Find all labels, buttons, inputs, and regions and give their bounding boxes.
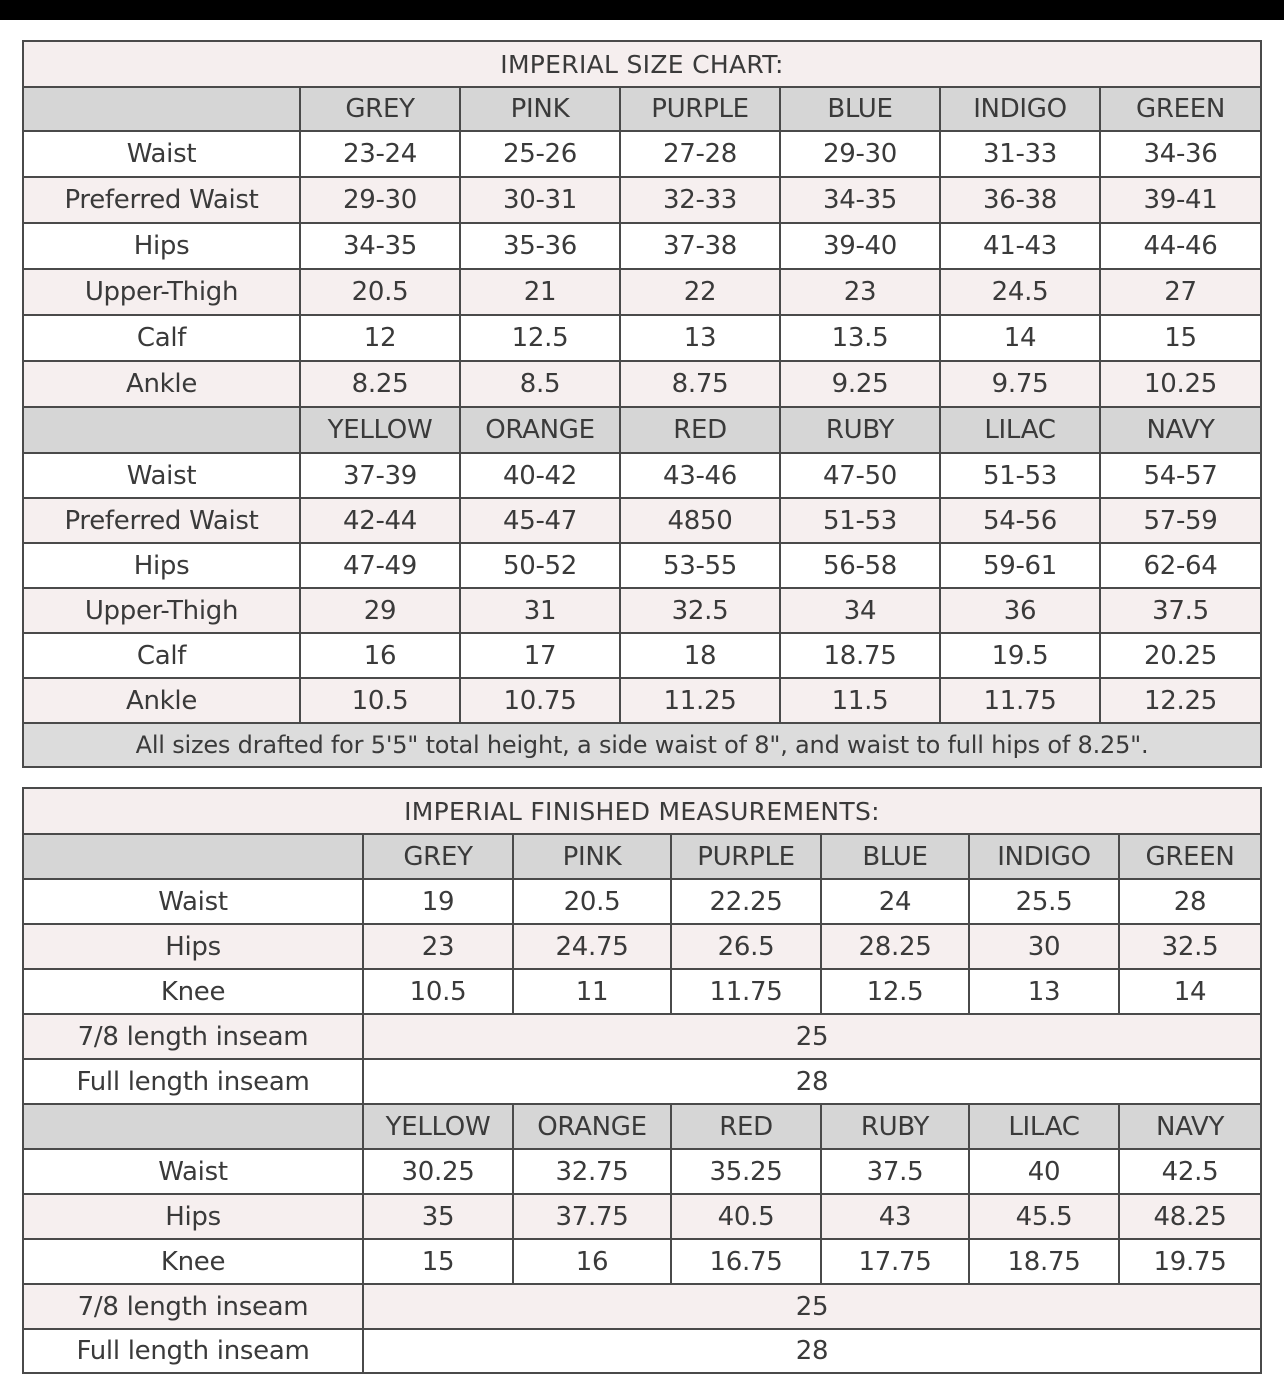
cell-value: 14	[1119, 969, 1261, 1014]
cell-value: 8.25	[300, 361, 460, 407]
row-label: 7/8 length inseam	[23, 1014, 363, 1059]
header-blank-cell	[23, 407, 300, 453]
cell-value: 37-39	[300, 453, 460, 498]
row-label: Calf	[23, 315, 300, 361]
cell-value: 8.5	[460, 361, 620, 407]
cell-value: 23	[780, 269, 940, 315]
cell-value: 4850	[620, 498, 780, 543]
cell-value: 12.25	[1100, 678, 1261, 723]
table-row	[23, 1194, 1261, 1239]
table-row	[23, 1284, 1261, 1329]
table-row	[23, 924, 1261, 969]
size-header: RUBY	[821, 1104, 969, 1149]
row-label: Waist	[23, 131, 300, 177]
table-row	[23, 588, 1261, 633]
cell-value: 13.5	[780, 315, 940, 361]
row-label: 7/8 length inseam	[23, 1284, 363, 1329]
table-row	[23, 269, 1261, 315]
row-label: Hips	[23, 543, 300, 588]
cell-value: 12.5	[821, 969, 969, 1014]
cell-value: 11.75	[671, 969, 821, 1014]
row-label: Upper-Thigh	[23, 269, 300, 315]
cell-value: 10.5	[300, 678, 460, 723]
cell-value: 34-36	[1100, 131, 1261, 177]
cell-value: 12.5	[460, 315, 620, 361]
footnote: All sizes drafted for 5'5" total height, a side waist of 8", and waist to full hips of 8.25".	[23, 723, 1261, 767]
cell-value: 30.25	[363, 1149, 513, 1194]
table-row	[23, 453, 1261, 498]
table-row	[23, 678, 1261, 723]
cell-value: 22.25	[671, 879, 821, 924]
size-header: YELLOW	[363, 1104, 513, 1149]
cell-value: 25-26	[460, 131, 620, 177]
cell-value: 37.5	[821, 1149, 969, 1194]
cell-value: 32.75	[513, 1149, 671, 1194]
cell-value: 35-36	[460, 223, 620, 269]
cell-value: 28.25	[821, 924, 969, 969]
cell-value: 42.5	[1119, 1149, 1261, 1194]
row-label: Ankle	[23, 361, 300, 407]
size-header: PURPLE	[671, 834, 821, 879]
cell-value: 40	[969, 1149, 1119, 1194]
cell-value: 20.25	[1100, 633, 1261, 678]
cell-value: 18	[620, 633, 780, 678]
cell-value: 34	[780, 588, 940, 633]
cell-value: 50-52	[460, 543, 620, 588]
header-blank-cell	[23, 1104, 363, 1149]
cell-value: 11.75	[940, 678, 1100, 723]
cell-value: 31	[460, 588, 620, 633]
cell-value: 47-50	[780, 453, 940, 498]
cell-value: 18.75	[780, 633, 940, 678]
cell-value: 26.5	[671, 924, 821, 969]
cell-value: 27-28	[620, 131, 780, 177]
cell-value: 23	[363, 924, 513, 969]
cell-value: 23-24	[300, 131, 460, 177]
size-header: GREY	[300, 87, 460, 131]
imperial-size-chart-table	[22, 40, 1262, 768]
cell-value: 32.5	[1119, 924, 1261, 969]
table-row	[23, 315, 1261, 361]
cell-value: 10.75	[460, 678, 620, 723]
cell-value: 31-33	[940, 131, 1100, 177]
top-black-bar	[0, 0, 1284, 20]
size-header: NAVY	[1119, 1104, 1261, 1149]
cell-value: 43-46	[620, 453, 780, 498]
cell-value: 59-61	[940, 543, 1100, 588]
cell-value: 40-42	[460, 453, 620, 498]
size-header-row	[23, 407, 1261, 453]
cell-value: 14	[940, 315, 1100, 361]
cell-value: 28	[1119, 879, 1261, 924]
size-header: GREEN	[1100, 87, 1261, 131]
row-label: Full length inseam	[23, 1059, 363, 1104]
cell-value: 9.25	[780, 361, 940, 407]
cell-value: 11.25	[620, 678, 780, 723]
cell-value: 9.75	[940, 361, 1100, 407]
size-header: RED	[620, 407, 780, 453]
cell-value: 20.5	[300, 269, 460, 315]
cell-value: 37.5	[1100, 588, 1261, 633]
row-label: Waist	[23, 453, 300, 498]
size-header: ORANGE	[513, 1104, 671, 1149]
cell-value: 15	[1100, 315, 1261, 361]
cell-value: 16	[300, 633, 460, 678]
cell-value: 17	[460, 633, 620, 678]
cell-value: 45-47	[460, 498, 620, 543]
cell-value: 35	[363, 1194, 513, 1239]
cell-value: 56-58	[780, 543, 940, 588]
row-label: Waist	[23, 1149, 363, 1194]
size-header: INDIGO	[940, 87, 1100, 131]
cell-value: 34-35	[780, 177, 940, 223]
cell-value: 20.5	[513, 879, 671, 924]
cell-value: 11	[513, 969, 671, 1014]
cell-value: 13	[969, 969, 1119, 1014]
cell-value: 48.25	[1119, 1194, 1261, 1239]
size-header: BLUE	[780, 87, 940, 131]
cell-value: 19.5	[940, 633, 1100, 678]
row-label: Full length inseam	[23, 1329, 363, 1373]
size-header: INDIGO	[969, 834, 1119, 879]
row-label: Ankle	[23, 678, 300, 723]
cell-value: 30	[969, 924, 1119, 969]
cell-value: 34-35	[300, 223, 460, 269]
table-row	[23, 1329, 1261, 1373]
cell-value: 19.75	[1119, 1239, 1261, 1284]
cell-value: 40.5	[671, 1194, 821, 1239]
header-blank-cell	[23, 87, 300, 131]
table-row	[23, 1014, 1261, 1059]
cell-value: 18.75	[969, 1239, 1119, 1284]
size-header: PURPLE	[620, 87, 780, 131]
cell-value: 36-38	[940, 177, 1100, 223]
cell-value: 47-49	[300, 543, 460, 588]
cell-value: 28	[363, 1059, 1261, 1104]
row-label: Knee	[23, 1239, 363, 1284]
cell-value: 13	[620, 315, 780, 361]
row-label: Preferred Waist	[23, 177, 300, 223]
table-row	[23, 1059, 1261, 1104]
cell-value: 43	[821, 1194, 969, 1239]
table-row	[23, 879, 1261, 924]
cell-value: 11.5	[780, 678, 940, 723]
cell-value: 54-56	[940, 498, 1100, 543]
cell-value: 22	[620, 269, 780, 315]
cell-value: 44-46	[1100, 223, 1261, 269]
cell-value: 62-64	[1100, 543, 1261, 588]
cell-value: 53-55	[620, 543, 780, 588]
cell-value: 51-53	[940, 453, 1100, 498]
cell-value: 27	[1100, 269, 1261, 315]
table-row	[23, 131, 1261, 177]
table-row	[23, 498, 1261, 543]
cell-value: 30-31	[460, 177, 620, 223]
size-header: PINK	[513, 834, 671, 879]
size-header: RUBY	[780, 407, 940, 453]
row-label: Hips	[23, 223, 300, 269]
cell-value: 16	[513, 1239, 671, 1284]
size-header-row	[23, 1104, 1261, 1149]
size-header: GREY	[363, 834, 513, 879]
size-header: LILAC	[940, 407, 1100, 453]
row-label: Calf	[23, 633, 300, 678]
cell-value: 36	[940, 588, 1100, 633]
cell-value: 12	[300, 315, 460, 361]
cell-value: 45.5	[969, 1194, 1119, 1239]
table-row	[23, 223, 1261, 269]
size-header: BLUE	[821, 834, 969, 879]
row-label: Hips	[23, 1194, 363, 1239]
cell-value: 25.5	[969, 879, 1119, 924]
cell-value: 41-43	[940, 223, 1100, 269]
cell-value: 29	[300, 588, 460, 633]
size-header: PINK	[460, 87, 620, 131]
size-header: ORANGE	[460, 407, 620, 453]
cell-value: 35.25	[671, 1149, 821, 1194]
cell-value: 19	[363, 879, 513, 924]
table-row	[23, 1149, 1261, 1194]
imperial-finished-measurements-table	[22, 787, 1262, 1374]
cell-value: 32.5	[620, 588, 780, 633]
cell-value: 39-41	[1100, 177, 1261, 223]
cell-value: 21	[460, 269, 620, 315]
finished-title: IMPERIAL FINISHED MEASUREMENTS:	[23, 788, 1261, 834]
size-chart-title: IMPERIAL SIZE CHART:	[23, 41, 1261, 87]
size-header: GREEN	[1119, 834, 1261, 879]
cell-value: 24.5	[940, 269, 1100, 315]
cell-value: 8.75	[620, 361, 780, 407]
row-label: Upper-Thigh	[23, 588, 300, 633]
cell-value: 10.5	[363, 969, 513, 1014]
cell-value: 28	[363, 1329, 1261, 1373]
row-label: Waist	[23, 879, 363, 924]
cell-value: 10.25	[1100, 361, 1261, 407]
row-label: Hips	[23, 924, 363, 969]
size-header: YELLOW	[300, 407, 460, 453]
cell-value: 57-59	[1100, 498, 1261, 543]
cell-value: 37-38	[620, 223, 780, 269]
cell-value: 16.75	[671, 1239, 821, 1284]
cell-value: 54-57	[1100, 453, 1261, 498]
cell-value: 29-30	[780, 131, 940, 177]
row-label: Knee	[23, 969, 363, 1014]
table-row	[23, 543, 1261, 588]
cell-value: 24.75	[513, 924, 671, 969]
table-row	[23, 633, 1261, 678]
cell-value: 24	[821, 879, 969, 924]
cell-value: 32-33	[620, 177, 780, 223]
size-header: NAVY	[1100, 407, 1261, 453]
size-header: RED	[671, 1104, 821, 1149]
table-row	[23, 361, 1261, 407]
size-header-row	[23, 87, 1261, 131]
table-row	[23, 969, 1261, 1014]
cell-value: 37.75	[513, 1194, 671, 1239]
cell-value: 17.75	[821, 1239, 969, 1284]
header-blank-cell	[23, 834, 363, 879]
cell-value: 39-40	[780, 223, 940, 269]
table-row	[23, 177, 1261, 223]
cell-value: 15	[363, 1239, 513, 1284]
cell-value: 25	[363, 1284, 1261, 1329]
cell-value: 42-44	[300, 498, 460, 543]
cell-value: 25	[363, 1014, 1261, 1059]
table-row	[23, 1239, 1261, 1284]
size-header-row	[23, 834, 1261, 879]
cell-value: 51-53	[780, 498, 940, 543]
row-label: Preferred Waist	[23, 498, 300, 543]
size-header: LILAC	[969, 1104, 1119, 1149]
cell-value: 29-30	[300, 177, 460, 223]
